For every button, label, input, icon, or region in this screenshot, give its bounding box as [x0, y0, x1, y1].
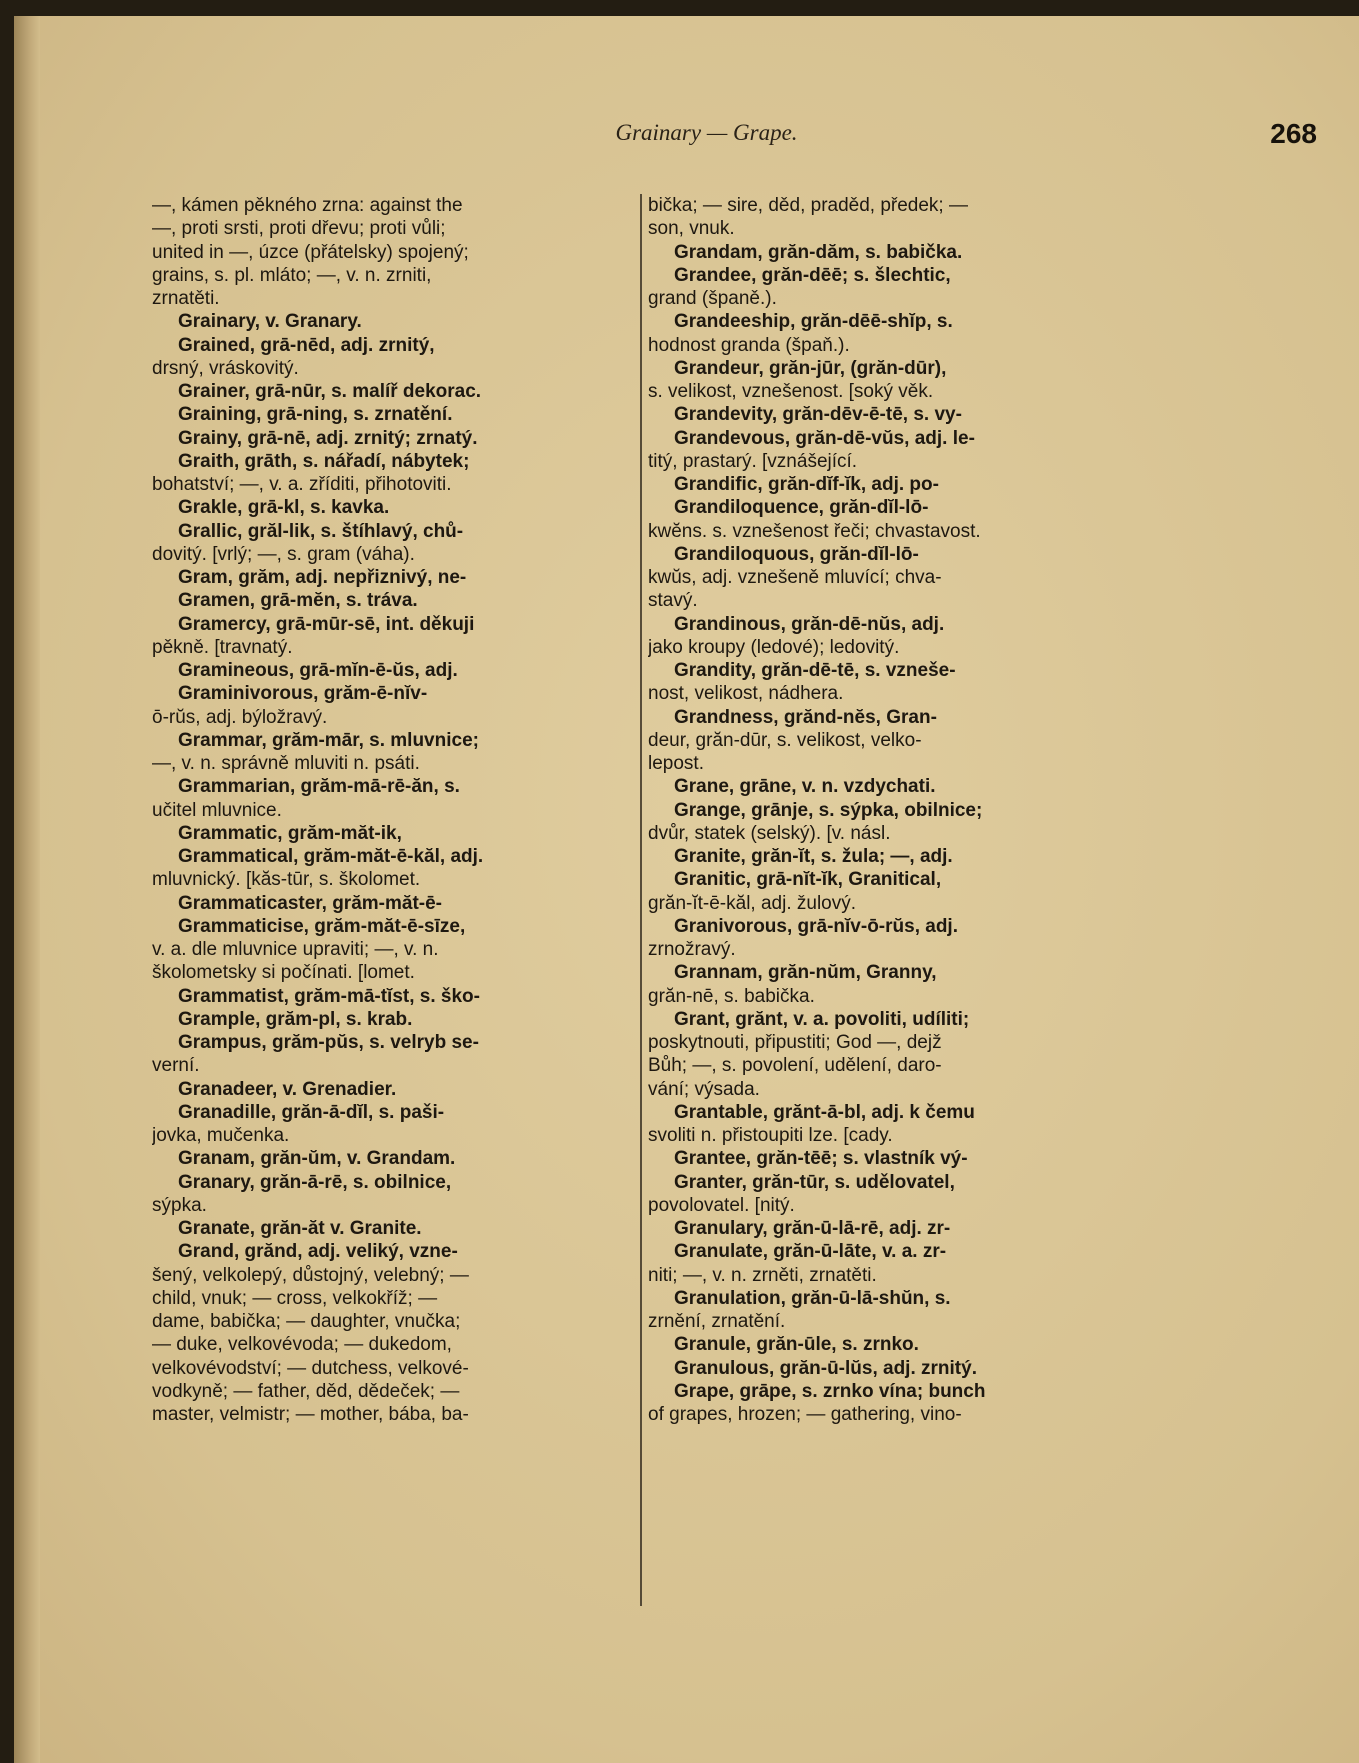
- entry-headword-line: [152, 1078, 636, 1101]
- entry-headword-line: [152, 566, 636, 589]
- entry-line: [648, 380, 1119, 403]
- entry-line: [152, 1357, 636, 1380]
- entry-text: Granulate, grăn-ū-lāte, v. a. zr-: [674, 1241, 947, 1263]
- entry-line: [648, 1194, 1119, 1217]
- entry-text: Granate, grăn-ăt v. Granite.: [178, 1218, 422, 1239]
- entry-headword-line: [648, 496, 1119, 519]
- dictionary-page: [14, 16, 1359, 1763]
- entry-headword-line: [648, 1333, 1119, 1356]
- entry-text: bička; — sire, děd, praděd, předek; —: [648, 195, 968, 216]
- entry-text: velkovévodství; — dutchess, velkové-: [152, 1357, 469, 1379]
- entry-text: Granadille, grăn-ā-dĭl, s. paši-: [178, 1101, 445, 1123]
- entry-line: [152, 543, 636, 566]
- page-number: 268: [1270, 118, 1317, 149]
- entry-text: drsný, vráskovitý.: [152, 357, 299, 379]
- entry-line: [152, 287, 636, 310]
- entry-text: niti; —, v. n. zrněti, zrnatěti.: [648, 1264, 877, 1286]
- entry-text: s. velikost, vznešenost. [soký věk.: [648, 381, 934, 402]
- entry-text: jovka, mučenka.: [152, 1125, 290, 1146]
- entry-text: vodkyně; — father, děd, dědeček; —: [152, 1380, 460, 1402]
- entry-headword-line: [648, 659, 1119, 682]
- entry-text: kwŭs, adj. vznešeně mluvící; chva-: [648, 567, 942, 588]
- entry-text: Granule, grăn-ūle, s. zrnko.: [674, 1334, 919, 1356]
- entry-text: mluvnický. [kăs-tūr, s. školomet.: [152, 869, 421, 891]
- entry-line: [152, 1310, 636, 1333]
- entry-headword-line: [152, 729, 636, 752]
- entry-line: [152, 473, 636, 496]
- entry-headword-line: [648, 357, 1119, 380]
- entry-line: [648, 287, 1119, 310]
- entry-text: Granite, grăn-ĭt, s. žula; —, adj.: [674, 846, 953, 867]
- entry-line: [648, 1310, 1119, 1333]
- right-column: [648, 194, 1119, 1606]
- entry-text: zrnožravý.: [648, 939, 736, 960]
- entry-headword-line: [152, 520, 636, 543]
- entry-line: [648, 194, 1119, 217]
- entry-headword-line: [152, 775, 636, 798]
- page-binding-edge: [14, 16, 40, 1763]
- entry-text: titý, prastarý. [vznášející.: [648, 450, 858, 472]
- entry-headword-line: [648, 1240, 1119, 1263]
- entry-text: povolovatel. [nitý.: [648, 1194, 795, 1216]
- entry-headword-line: [152, 915, 636, 938]
- entry-line: [152, 1380, 636, 1403]
- entry-text: jako kroupy (ledové); ledovitý.: [648, 636, 900, 658]
- entry-text: pěkně. [travnatý.: [152, 636, 293, 658]
- entry-text: Graining, grā-ning, s. zrnatění.: [178, 404, 453, 426]
- entry-text: Grakle, grā-kl, s. kavka.: [178, 497, 390, 519]
- entry-headword-line: [152, 1031, 636, 1054]
- entry-text: grăn-ĭt-ē-kăl, adj. žulový.: [648, 892, 857, 914]
- entry-text: Grandity, grăn-dē-tē, s. vzneše-: [674, 660, 956, 681]
- entry-line: [648, 892, 1119, 915]
- entry-text: Grandiloquous, grăn-dĭl-lō-: [674, 543, 919, 565]
- entry-headword-line: [152, 310, 636, 333]
- entry-text: Grandevity, grăn-dēv-ē-tē, s. vy-: [674, 404, 962, 426]
- entry-headword-line: [152, 496, 636, 519]
- entry-headword-line: [648, 706, 1119, 729]
- entry-text: vání; výsada.: [648, 1078, 760, 1100]
- entry-line: [152, 1287, 636, 1310]
- entry-headword-line: [648, 543, 1119, 566]
- entry-text: deur, grăn-dūr, s. velikost, velko-: [648, 729, 922, 751]
- entry-headword-line: [648, 915, 1119, 938]
- entry-text: Granary, grăn-ā-rē, s. obilnice,: [178, 1171, 452, 1193]
- entry-line: [648, 752, 1119, 775]
- entry-text: Granulary, grăn-ū-lā-rē, adj. zr-: [674, 1218, 951, 1239]
- entry-text: Gramineous, grā-mĭn-ē-ŭs, adj.: [178, 660, 458, 681]
- entry-text: Grainy, grā-nē, adj. zrnitý; zrnatý.: [178, 427, 478, 449]
- entry-headword-line: [648, 775, 1119, 798]
- entry-headword-line: [152, 334, 636, 357]
- entry-line: [648, 334, 1119, 357]
- entry-line: [152, 1054, 636, 1077]
- entry-text: Granitic, grā-nĭt-ĭk, Granitical,: [674, 869, 942, 891]
- entry-text: dame, babička; — daughter, vnučka;: [152, 1311, 461, 1332]
- entry-headword-line: [648, 799, 1119, 822]
- entry-text: Grammatical, grăm-măt-ē-kăl, adj.: [178, 846, 484, 867]
- entry-text: Grammarian, grăm-mā-rē-ăn, s.: [178, 776, 460, 798]
- entry-headword-line: [648, 1008, 1119, 1031]
- entry-headword-line: [152, 589, 636, 612]
- entry-text: Granulation, grăn-ū-lā-shŭn, s.: [674, 1287, 951, 1309]
- entry-text: —, kámen pěkného zrna: against the: [152, 195, 463, 216]
- entry-text: Grandific, grăn-dĭf-ĭk, adj. po-: [674, 474, 939, 495]
- entry-text: grand (španě.).: [648, 288, 777, 309]
- entry-headword-line: [648, 1287, 1119, 1310]
- entry-line: [648, 520, 1119, 543]
- entry-headword-line: [152, 892, 636, 915]
- left-column: [152, 194, 636, 1606]
- entry-line: [152, 1194, 636, 1217]
- entry-text: Grandam, grăn-dăm, s. babička.: [674, 241, 963, 263]
- entry-line: [648, 1078, 1119, 1101]
- entry-line: [152, 1403, 636, 1426]
- entry-text: Granulous, grăn-ū-lŭs, adj. zrnitý.: [674, 1357, 977, 1379]
- entry-text: Grandiloquence, grăn-dĭl-lō-: [674, 497, 929, 519]
- entry-text: Grallic, grăl-lik, s. štíhlavý, chů-: [178, 520, 464, 542]
- entry-text: učitel mluvnice.: [152, 799, 282, 821]
- entry-headword-line: [152, 427, 636, 450]
- entry-headword-line: [648, 1101, 1119, 1124]
- entry-headword-line: [152, 1171, 636, 1194]
- entry-headword-line: [648, 241, 1119, 264]
- entry-text: Gramen, grā-mĕn, s. tráva.: [178, 590, 418, 612]
- entry-text: Graith, grāth, s. nářadí, nábytek;: [178, 450, 470, 472]
- entry-line: [152, 217, 636, 240]
- entry-text: svoliti n. přistoupiti lze. [cady.: [648, 1125, 893, 1146]
- entry-line: [152, 1264, 636, 1287]
- entry-line: [648, 1264, 1119, 1287]
- entry-line: [648, 217, 1119, 240]
- entry-text: dovitý. [vrlý; —, s. gram (váha).: [152, 543, 415, 565]
- entry-headword-line: [152, 380, 636, 403]
- entry-headword-line: [152, 403, 636, 426]
- entry-headword-line: [648, 1171, 1119, 1194]
- entry-line: [648, 636, 1119, 659]
- entry-headword-line: [152, 613, 636, 636]
- entry-line: [648, 1403, 1119, 1426]
- entry-text: Grannam, grăn-nŭm, Granny,: [674, 962, 937, 984]
- entry-text: Grandeur, grăn-jūr, (grăn-dūr),: [674, 357, 947, 379]
- entry-headword-line: [648, 1357, 1119, 1380]
- entry-text: master, velmistr; — mother, bába, ba-: [152, 1404, 469, 1425]
- entry-line: [152, 799, 636, 822]
- entry-text: Grainary, v. Granary.: [178, 311, 362, 333]
- entry-line: [152, 868, 636, 891]
- entry-line: [648, 1031, 1119, 1054]
- entry-headword-line: [648, 310, 1119, 333]
- entry-text: Grample, grăm-pl, s. krab.: [178, 1008, 413, 1030]
- entry-text: Grampus, grăm-pŭs, s. velryb se-: [178, 1032, 479, 1053]
- entry-text: nost, velikost, nádhera.: [648, 683, 844, 705]
- entry-headword-line: [648, 845, 1119, 868]
- entry-text: Grange, grānje, s. sýpka, obilnice;: [674, 799, 983, 821]
- entry-text: bohatství; —, v. a. zříditi, přihotoviti.: [152, 474, 452, 495]
- entry-text: lepost.: [648, 753, 704, 774]
- entry-text: Granadeer, v. Grenadier.: [178, 1078, 397, 1100]
- entry-line: [152, 961, 636, 984]
- entry-text: Grant, grănt, v. a. povoliti, udíliti;: [674, 1008, 970, 1030]
- entry-headword-line: [152, 1147, 636, 1170]
- entry-line: [648, 589, 1119, 612]
- entry-line: [648, 729, 1119, 752]
- entry-text: Grandevous, grăn-dē-vŭs, adj. le-: [674, 427, 975, 449]
- entry-line: [648, 985, 1119, 1008]
- entry-text: son, vnuk.: [648, 218, 735, 240]
- entry-text: Grammatist, grăm-mā-tĭst, s. ško-: [178, 985, 480, 1007]
- entry-text: Grand, grănd, adj. veliký, vzne-: [178, 1241, 458, 1263]
- entry-text: united in —, úzce (přátelsky) spojený;: [152, 241, 469, 263]
- entry-text: Graminivorous, grăm-ē-nĭv-: [178, 683, 428, 705]
- entry-headword-line: [648, 264, 1119, 287]
- entry-text: child, vnuk; — cross, velkokříž; —: [152, 1287, 438, 1309]
- entry-text: Grainer, grā-nūr, s. malíř dekorac.: [178, 381, 482, 402]
- entry-headword-line: [152, 1101, 636, 1124]
- entry-headword-line: [648, 1380, 1119, 1403]
- entry-text: dvůr, statek (selský). [v. násl.: [648, 822, 891, 844]
- entry-text: Granam, grăn-ŭm, v. Grandam.: [178, 1148, 456, 1170]
- entry-text: —, proti srsti, proti dřevu; proti vůli;: [152, 218, 446, 240]
- entry-text: kwĕns. s. vznešenost řeči; chvastavost.: [648, 520, 981, 542]
- entry-text: Gram, grăm, adj. nepřiznivý, ne-: [178, 567, 467, 588]
- entry-text: Grantee, grăn-tēē; s. vlastník vý-: [674, 1148, 968, 1170]
- entry-text: of grapes, hrozen; — gathering, vino-: [648, 1404, 962, 1425]
- entry-text: Granter, grăn-tūr, s. udělovatel,: [674, 1171, 955, 1193]
- entry-line: [152, 752, 636, 775]
- entry-text: Bůh; —, s. povolení, udělení, daro-: [648, 1055, 942, 1077]
- entry-headword-line: [648, 403, 1119, 426]
- entry-headword-line: [648, 473, 1119, 496]
- entry-text: Grantable, grănt-ā-bl, adj. k čemu: [674, 1101, 975, 1123]
- entry-text: hodnost granda (špaň.).: [648, 334, 850, 356]
- entry-text: Grandeeship, grăn-dēē-shĭp, s.: [674, 311, 953, 333]
- entry-text: v. a. dle mluvnice upraviti; —, v. n.: [152, 939, 439, 960]
- entry-headword-line: [152, 822, 636, 845]
- entry-text: Grandee, grăn-dēē; s. šlechtic,: [674, 264, 951, 286]
- entry-headword-line: [152, 450, 636, 473]
- entry-text: grăn-nē, s. babička.: [648, 985, 815, 1007]
- entry-text: — duke, velkovévoda; — dukedom,: [152, 1334, 452, 1356]
- entry-text: školometsky si počínati. [lomet.: [152, 962, 415, 984]
- entry-text: Granivorous, grā-nĭv-ō-rŭs, adj.: [674, 915, 958, 937]
- entry-headword-line: [648, 1217, 1119, 1240]
- column-divider: [640, 194, 642, 1606]
- entry-text: stavý.: [648, 590, 698, 612]
- entry-text: Grammatic, grăm-măt-ik,: [178, 822, 402, 844]
- entry-text: zrnatěti.: [152, 288, 220, 309]
- entry-headword-line: [152, 659, 636, 682]
- page-header: [14, 120, 1359, 160]
- running-title: Grainary — Grape.: [615, 120, 798, 145]
- entry-line: [648, 938, 1119, 961]
- entry-headword-line: [152, 845, 636, 868]
- entry-text: Grammaticaster, grăm-măt-ē-: [178, 892, 442, 914]
- entry-line: [152, 1333, 636, 1356]
- entry-line: [152, 938, 636, 961]
- entry-text: Grammar, grăm-mār, s. mluvnice;: [178, 729, 479, 751]
- entry-line: [152, 706, 636, 729]
- entry-text: grains, s. pl. mláto; —, v. n. zrniti,: [152, 264, 432, 286]
- entry-headword-line: [152, 1217, 636, 1240]
- entry-line: [152, 1124, 636, 1147]
- entry-text: Grammaticise, grăm-măt-ē-sīze,: [178, 915, 466, 937]
- entry-headword-line: [648, 1147, 1119, 1170]
- entry-line: [648, 1124, 1119, 1147]
- entry-text: Grandinous, grăn-dē-nŭs, adj.: [674, 613, 945, 635]
- entry-text: šený, velkolepý, důstojný, velebný; —: [152, 1264, 469, 1286]
- entry-headword-line: [152, 1008, 636, 1031]
- entry-text: verní.: [152, 1055, 200, 1077]
- entry-line: [152, 636, 636, 659]
- entry-line: [648, 1054, 1119, 1077]
- entry-headword-line: [648, 613, 1119, 636]
- entry-text: Grained, grā-nēd, adj. zrnitý,: [178, 334, 435, 356]
- entry-headword-line: [152, 682, 636, 705]
- entry-text: —, v. n. správně mluviti n. psáti.: [152, 753, 420, 774]
- entry-text: Gramercy, grā-mūr-sē, int. děkuji: [178, 613, 475, 635]
- entry-headword-line: [152, 1240, 636, 1263]
- entry-line: [152, 264, 636, 287]
- entry-line: [648, 682, 1119, 705]
- entry-headword-line: [648, 961, 1119, 984]
- entry-text: ō-rŭs, adj. býložravý.: [152, 706, 328, 728]
- entry-line: [648, 450, 1119, 473]
- entry-line: [152, 357, 636, 380]
- entry-text: zrnění, zrnatění.: [648, 1311, 786, 1332]
- entry-text: Grape, grāpe, s. zrnko vína; bunch: [674, 1380, 986, 1402]
- entry-text: poskytnouti, připustiti; God —, dejž: [648, 1032, 942, 1053]
- entry-line: [152, 194, 636, 217]
- entry-text: sýpka.: [152, 1194, 207, 1216]
- entry-headword-line: [152, 985, 636, 1008]
- entry-line: [152, 241, 636, 264]
- entry-headword-line: [648, 868, 1119, 891]
- entry-line: [648, 822, 1119, 845]
- entry-line: [648, 566, 1119, 589]
- entry-text: Grandness, grănd-nĕs, Gran-: [674, 706, 937, 728]
- entry-headword-line: [648, 427, 1119, 450]
- entry-text: Grane, grāne, v. n. vzdychati.: [674, 776, 936, 798]
